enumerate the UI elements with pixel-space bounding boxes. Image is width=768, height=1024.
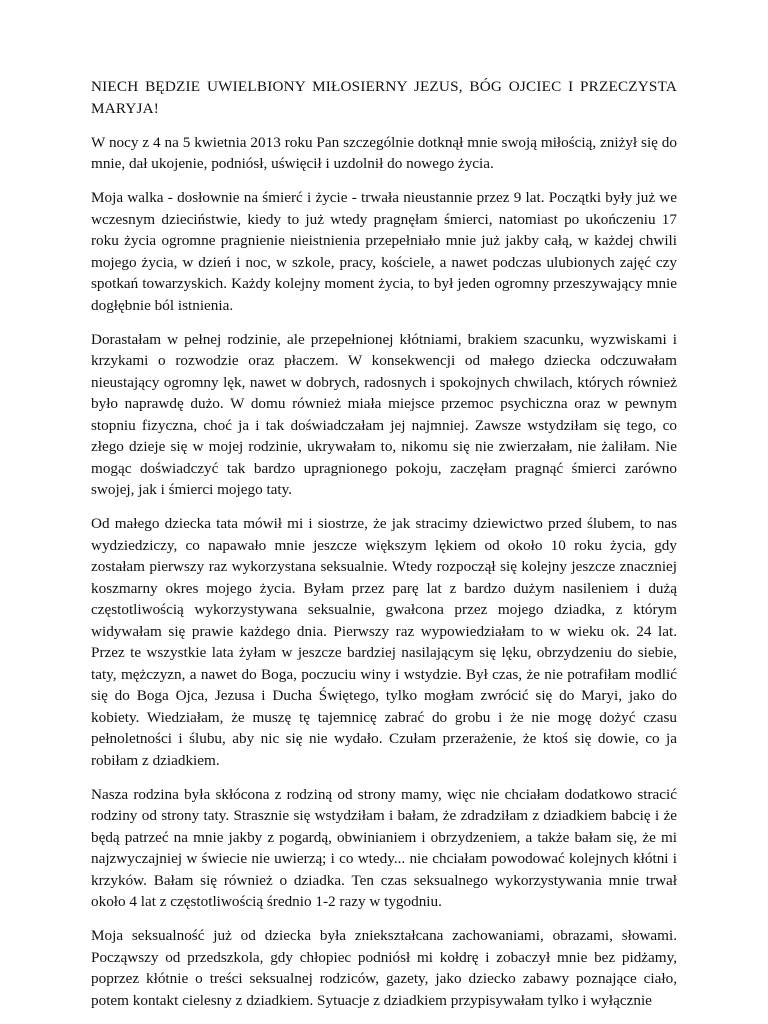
paragraph-3: Dorastałam w pełnej rodzinie, ale przepełnionej kłótniami, brakiem szacunku, wyzwiskami i krzykami o rozwodzie oraz płaczem. W konsekwencji od małego dziecka odczuwałam nieustający ogromny lęk, nawet w dobrych, radosnych i spokojnych chwilach, których również było naprawdę dużo. W domu również miała miejsce przemoc psychiczna oraz w pewnym stopniu fizyczna, choć ja i tak doświadczałam jej najmniej. Zawsze wstydziłam się tego, co złego dzieje się w mojej rodzinie, ukrywałam to, nikomu się nie zwierzałam, nie żaliłam. Nie mogąc doświadczyć tak bardzo upragnionego pokoju, zaczęłam pragnąć śmierci zarówno swojej, jak i śmierci mojego taty. — [91, 330, 677, 498]
paragraph-2: Moja walka - dosłownie na śmierć i życie - trwała nieustannie przez 9 lat. Początki były już we wczesnym dzieciństwie, kiedy to już wtedy pragnęłam śmierci, natomiast po ukończeniu 17 roku życia ogromne pragnienie nieistnienia przepełniało mnie już jakby całą, w każdej chwili mojego życia, w dzień i noc, w szkole, pracy, kościele, a nawet podczas ulubionych zajęć czy spotkań towarzyskich. Każdy kolejny moment życia, to był jeden ogromny przeszywający mnie dogłębnie ból istnienia. — [91, 189, 677, 314]
document-heading: NIECH BĘDZIE UWIELBIONY MIŁOSIERNY JEZUS, BÓG OJCIEC I PRZECZYSTA MARYJA! — [91, 78, 677, 117]
paragraph-4: Od małego dziecka tata mówił mi i siostrze, że jak stracimy dziewictwo przed ślubem, to nas wydziedziczy, co napawało mnie jeszcze większym lękiem od około 10 roku życia, gdy zostałam pierwszy raz wykorzystana seksualnie. Wtedy rozpoczął się kolejny jeszcze znaczniej koszmarny okres mojego życia. Byłam przez parę lat z bardzo dużym nasileniem i dużą częstotliwością wykorzystywana seksualnie, gwałcona przez mojego dziadka, z którym widywałam się prawie każdego dnia. Pierwszy raz wypowiedziałam to w wieku ok. 24 lat. Przez te wszystkie lata żyłam w jeszcze bardziej nasilającym się lęku, obrzydzeniu do siebie, taty, mężczyzn, a nawet do Boga, poczuciu winy i wstydzie. Był czas, że nie potrafiłam modlić się do Boga Ojca, Jezusa i Ducha Świętego, tylko mogłam zwrócić się do Maryi, jako do kobiety. Wiedziałam, że muszę tę tajemnicę zabrać do grobu i że nie mogę dożyć czasu pełnoletności i ślubu, aby nic się nie wydało. Czułam przerażenie, że ktoś się dowie, co ja robiłam z dziadkiem. — [91, 515, 677, 769]
paragraph-1: W nocy z 4 na 5 kwietnia 2013 roku Pan szczególnie dotknął mnie swoją miłością, zniżył się do mnie, dał ukojenie, podniósł, uświęcił i uzdolnił do nowego życia. — [91, 133, 677, 172]
paragraph-5: Nasza rodzina była skłócona z rodziną od strony mamy, więc nie chciałam dodatkowo stracić rodziny od strony taty. Strasznie się wstydziłam i bałam, że zdradziłam z dziadkiem babcię i że będą patrzeć na mnie jakby z pogardą, obwinianiem i obrzydzeniem, a także bałam się, że mi najzwyczajniej w świecie nie uwierzą; i co wtedy... nie chciałam powodować kolejnych kłótni i krzyków. Bałam się również o dziadka. Ten czas seksualnego wykorzystywania mnie trwał około 4 lat z częstotliwością średnio 1-2 razy w tygodniu. — [91, 785, 677, 910]
document-page — [91, 76, 677, 1024]
paragraph-6: Moja seksualność już od dziecka była zniekształcana zachowaniami, obrazami, słowami. Począwszy od przedszkola, gdy chłopiec podniósł mi kołdrę i zobaczył mnie bez pidżamy, poprzez kłótnie o treści seksualnej rodziców, gazety, jako dziecko zabawy poznające ciało, potem kontakt cielesny z dziadkiem. Sytuacje z dziadkiem przypisywałam tylko i wyłącznie — [91, 927, 677, 1009]
